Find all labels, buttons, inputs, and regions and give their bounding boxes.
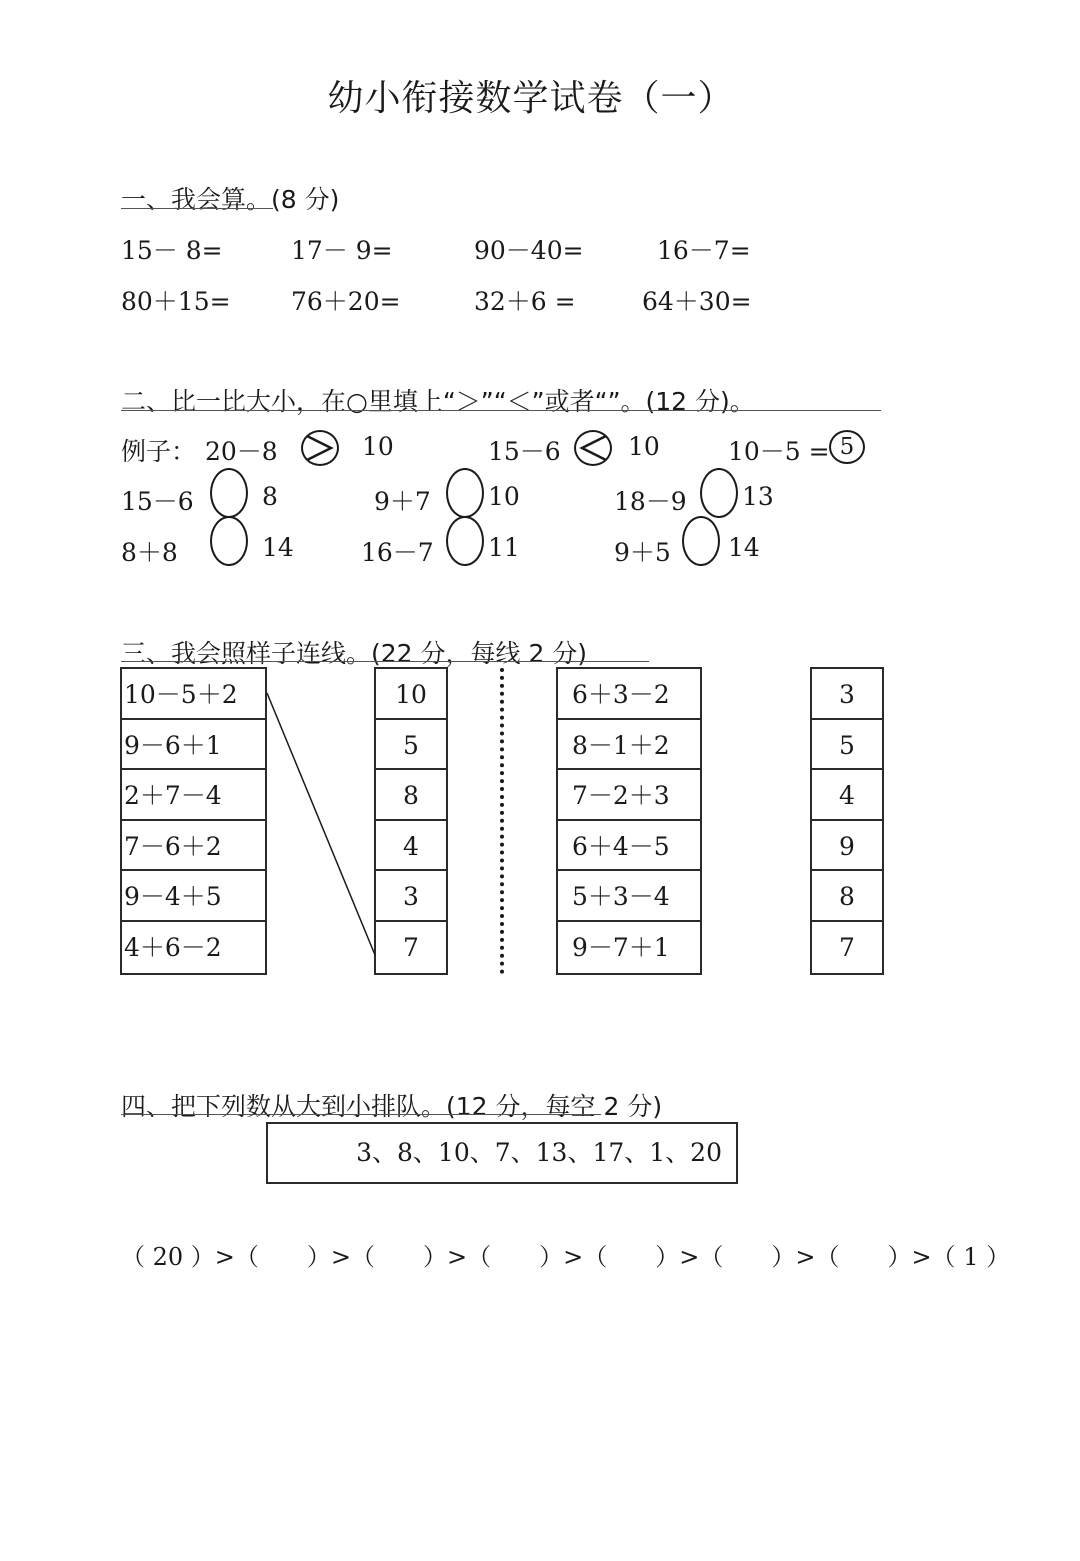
example-label: 例子： <box>121 437 197 466</box>
example-circled-answer: 5 <box>829 430 865 464</box>
example-left: 20－8 <box>205 437 278 466</box>
compare-right: 14 <box>728 533 760 562</box>
example-left: 15－6 <box>488 437 561 466</box>
example-left: 10－5 = <box>728 437 830 466</box>
match-expression[interactable]: 6＋4－5 <box>558 821 700 872</box>
match-answer[interactable]: 4 <box>812 770 882 821</box>
section4-heading: 四、把下列数从大到小排队。(12 分，每空 2 分) <box>121 1092 663 1121</box>
match-answer[interactable]: 8 <box>376 770 446 821</box>
answer-column-right <box>810 667 884 975</box>
compare-left: 9＋7 <box>374 487 431 516</box>
calc-item: 90－40= <box>474 236 584 265</box>
match-expression[interactable]: 7－2＋3 <box>558 770 700 821</box>
calc-item: 64＋30= <box>642 287 752 316</box>
calc-item: 16－7= <box>657 236 751 265</box>
calc-item: 80＋15= <box>121 287 231 316</box>
compare-left: 9＋5 <box>614 538 671 567</box>
number-list-box: 3、8、10、7、13、17、1、20 <box>266 1122 738 1184</box>
match-expression[interactable]: 2＋7－4 <box>122 770 265 821</box>
compare-left: 8＋8 <box>121 538 178 567</box>
match-expression[interactable]: 9－4＋5 <box>122 871 265 922</box>
match-answer[interactable]: 8 <box>812 871 882 922</box>
match-expression[interactable]: 7－6＋2 <box>122 821 265 872</box>
match-answer[interactable]: 4 <box>376 821 446 872</box>
match-answer[interactable]: 5 <box>376 720 446 771</box>
compare-right: 13 <box>742 482 774 511</box>
match-answer[interactable]: 5 <box>812 720 882 771</box>
match-answer[interactable]: 7 <box>839 932 855 962</box>
match-expression[interactable]: 9－7＋1 <box>572 932 670 962</box>
example-right: 10 <box>628 432 660 461</box>
match-answer[interactable]: 7 <box>403 932 419 962</box>
match-answer[interactable]: 10 <box>376 669 446 720</box>
match-expression[interactable]: 8－1＋2 <box>558 720 700 771</box>
compare-left: 16－7 <box>361 538 434 567</box>
page-title: 幼小衔接数学试卷（一） <box>327 78 735 119</box>
section2-heading: 二、比一比大小，在○里填上“＞”“＜”或者“”。(12 分)。 <box>121 387 755 416</box>
match-answer[interactable]: 3 <box>376 871 446 922</box>
match-expression[interactable]: 5＋3－4 <box>558 871 700 922</box>
calc-item: 17－ 9= <box>291 236 393 265</box>
calc-item: 32＋6 = <box>474 287 576 316</box>
compare-right: 8 <box>262 482 278 511</box>
compare-right: 11 <box>488 533 520 562</box>
match-answer[interactable]: 9 <box>812 821 882 872</box>
match-answer[interactable]: 3 <box>812 669 882 720</box>
match-expression[interactable]: 4＋6－2 <box>124 932 222 962</box>
section3-heading: 三、我会照样子连线。(22 分，每线 2 分) <box>121 639 588 668</box>
section1-heading: 一、我会算。(8 分) <box>121 185 340 214</box>
compare-right: 14 <box>262 533 294 562</box>
compare-left: 15－6 <box>121 487 194 516</box>
match-expression[interactable]: 6＋3－2 <box>558 669 700 720</box>
dotted-divider <box>500 668 504 974</box>
expression-column-right <box>556 667 702 975</box>
compare-left: 18－9 <box>614 487 687 516</box>
ordering-answer-line[interactable]: （ 20 ）>（ ）>（ ）>（ ）>（ ）>（ ）>（ ）>（ 1 ） <box>121 1243 1011 1271</box>
example-right: 10 <box>362 432 394 461</box>
match-expression[interactable]: 9－6＋1 <box>122 720 265 771</box>
calc-item: 76＋20= <box>291 287 401 316</box>
calc-item: 15－ 8= <box>121 236 223 265</box>
match-expression[interactable]: 10－5＋2 <box>122 669 265 720</box>
section4-underline <box>121 1114 601 1115</box>
compare-right: 10 <box>488 482 520 511</box>
